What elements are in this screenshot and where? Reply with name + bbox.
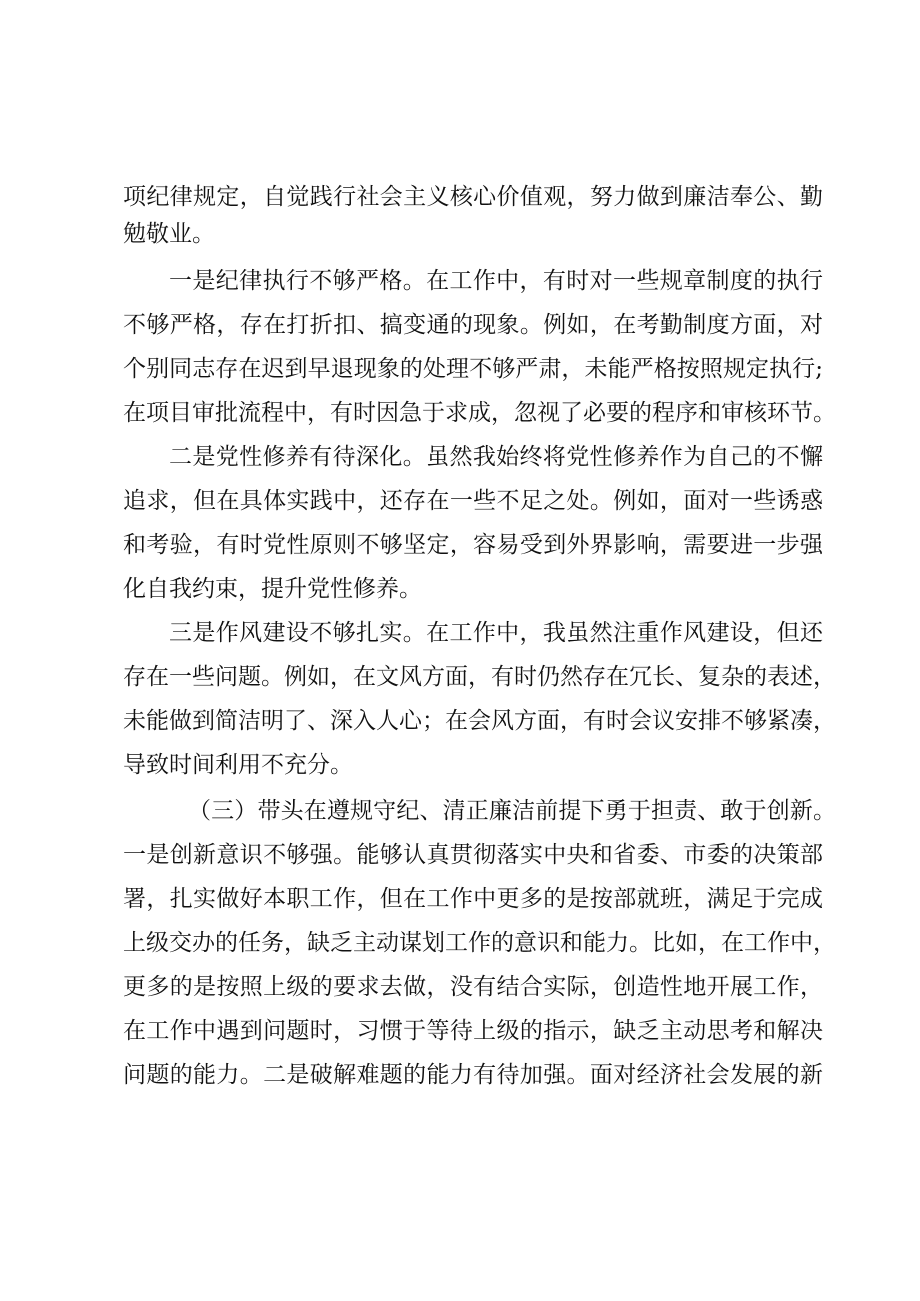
section-heading: （三）带头在遵规守纪、清正廉洁前提下勇于担责、敢于创新。 [188,798,836,824]
text-line: 二是党性修养有待深化。虽然我始终将党性修养作为自己的不懈 [169,444,823,470]
text-line: 项纪律规定，自觉践行社会主义核心价值观，努力做到廉洁奉公、勤 [123,184,823,210]
text-line: 在项目审批流程中，有时因急于求成，忽视了必要的程序和审核环节。 [123,400,836,426]
text-line: 一是纪律执行不够严格。在工作中，有时对一些规章制度的执行 [169,268,823,294]
text-line: 一是创新意识不够强。能够认真贯彻落实中央和省委、市委的决策部 [123,842,823,868]
text-line: 个别同志存在迟到早退现象的处理不够严肃，未能严格按照规定执行; [123,356,823,382]
text-line: 勉敬业。 [123,221,215,247]
text-line: 更多的是按照上级的要求去做，没有结合实际，创造性地开展工作， [123,974,823,1000]
text-line: 三是作风建设不够扎实。在工作中，我虽然注重作风建设，但还 [169,620,823,646]
text-line: 化自我约束，提升党性修养。 [123,576,422,602]
text-line: 不够严格，存在打折扣、搞变通的现象。例如，在考勤制度方面，对 [123,312,823,338]
text-line: 导致时间利用不充分。 [123,752,353,778]
text-line: 上级交办的任务，缺乏主动谋划工作的意识和能力。比如，在工作中， [123,930,836,956]
text-line: 追求，但在具体实践中，还存在一些不足之处。例如，面对一些诱惑 [123,488,823,514]
text-line: 存在一些问题。例如，在文风方面，有时仍然存在冗长、复杂的表述， [123,664,836,690]
text-line: 问题的能力。二是破解难题的能力有待加强。面对经济社会发展的新 [123,1062,823,1088]
text-line: 未能做到简洁明了、深入人心；在会风方面，有时会议安排不够紧凑， [123,708,836,734]
text-line: 署，扎实做好本职工作，但在工作中更多的是按部就班，满足于完成 [123,886,823,912]
text-line: 在工作中遇到问题时，习惯于等待上级的指示，缺乏主动思考和解决 [123,1018,823,1044]
text-line: 和考验，有时党性原则不够坚定，容易受到外界影响，需要进一步强 [123,532,823,558]
